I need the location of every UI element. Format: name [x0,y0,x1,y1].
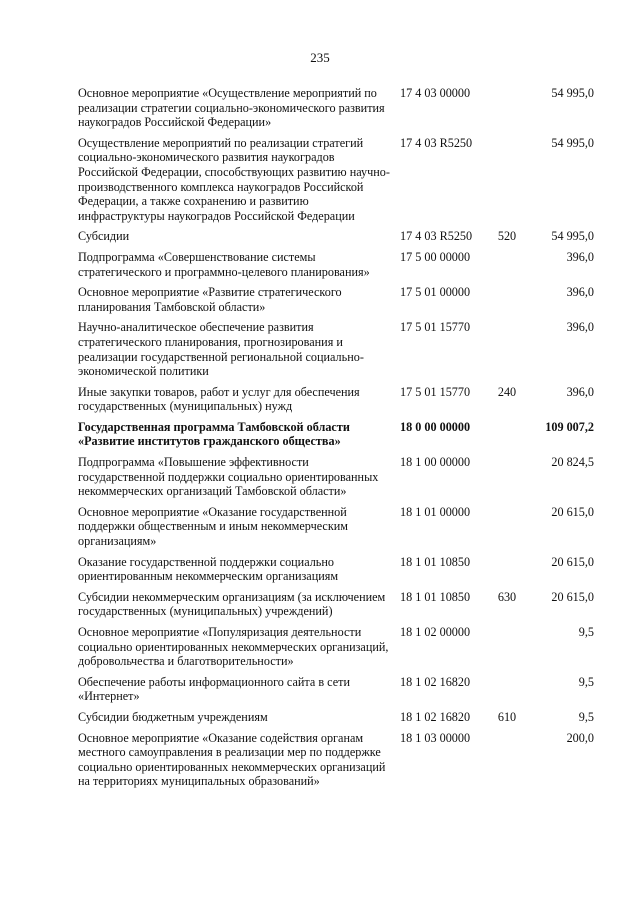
row-code: 18 1 01 10850 [400,554,471,569]
row-sum: 396,0 [566,285,594,300]
row-code: 18 1 01 00000 [400,504,471,519]
row-name: Оказание государственной поддержки социально ориентированным некоммерческим организациям [78,554,339,584]
row-name: Государственная программа Тамбовской области «Развитие институтов гражданского общества» [78,419,350,449]
row-code: 17 5 01 15770 [400,384,471,399]
row-name: Субсидии [78,229,130,244]
row-name: Обеспечение работы информационного сайта в сети «Интернет» [78,674,350,704]
row-name: Осуществление мероприятий по реализации стратегий социально-экономического развития наукоградов Российской Федерации, способствующих развитию научно-производственного комплекса наукоградов Российской Федерации, а также сохранению и развитию инфраструктуры наукоградов Российской Федерации [78,135,390,223]
table-row [78,710,594,725]
budget-table [78,86,594,795]
table-row [78,285,594,314]
row-sum: 109 007,2 [545,419,594,434]
table-row [78,320,594,378]
table-row [78,385,594,414]
row-code: 18 1 02 00000 [400,625,471,639]
row-sum: 54 995,0 [551,86,594,100]
row-code: 17 4 03 R5250 [400,135,473,150]
page-number: 235 [310,50,330,65]
row-vr: 520 [497,229,517,244]
table-row [78,455,594,499]
row-name: Иные закупки товаров, работ и услуг для обеспечения государственных (муниципальных) нужд [78,384,360,414]
row-code: 18 1 02 16820 [400,674,471,689]
table-row [78,250,594,279]
table-row [78,505,594,549]
row-code: 18 1 01 10850 [400,589,471,604]
row-name: Субсидии бюджетным учреждениям [78,709,268,724]
row-sum: 9,5 [578,625,594,639]
row-sum: 9,5 [578,674,594,689]
row-name: Основное мероприятие «Осуществление мероприятий по реализации стратегии социально-экономического развития наукоградов Российской Федерации» [78,86,385,130]
row-sum: 396,0 [566,320,594,335]
row-name: Подпрограмма «Совершенствование системы стратегического и программно-целевого планирования» [78,249,370,279]
row-sum: 20 615,0 [551,504,594,519]
row-name: Основное мероприятие «Оказание содействия органам местного самоуправления в реализации мер по поддержке социально ориентированных некоммерческих организаций на территориях муниципальных образований» [78,730,386,789]
row-name: Основное мероприятие «Оказание государственной поддержки общественным и иным некоммерческим организациям» [78,504,348,549]
row-code: 17 5 01 00000 [400,285,471,300]
row-sum: 20 615,0 [551,554,594,569]
row-sum: 20 824,5 [551,455,594,470]
table-row [78,136,594,224]
row-vr: 240 [497,384,517,399]
table-row [78,625,594,669]
row-sum: 396,0 [566,249,594,264]
row-sum: 200,0 [566,730,594,745]
row-sum: 20 615,0 [551,589,594,604]
row-code: 18 1 02 16820 [400,709,471,724]
row-vr: 630 [497,589,517,604]
row-sum: 54 995,0 [551,229,594,244]
table-row [78,229,594,244]
row-code: 17 4 03 00000 [400,86,471,100]
table-row [78,590,594,619]
row-code: 17 4 03 R5250 [400,229,473,244]
table-row [78,555,594,584]
row-name: Основное мероприятие «Развитие стратегического планирования Тамбовской области» [78,285,342,314]
row-code: 18 1 00 00000 [400,455,471,470]
row-code: 18 1 03 00000 [400,730,471,745]
row-code: 17 5 01 15770 [400,320,471,335]
table-row [78,731,594,789]
row-sum: 396,0 [566,384,594,399]
table-row [78,86,594,130]
row-code: 18 0 00 00000 [400,419,471,434]
row-name: Основное мероприятие «Популяризация деятельности социально ориентированных некоммерческих организаций, добровольчества и благотворительности» [78,625,389,669]
table-row [78,675,594,704]
row-name: Подпрограмма «Повышение эффективности государственной поддержки социально ориентированных некоммерческих организаций Тамбовской области» [78,455,379,499]
row-code: 17 5 00 00000 [400,249,471,264]
row-sum: 54 995,0 [551,135,594,150]
row-name: Научно-аналитическое обеспечение развития стратегического планирования, прогнозирования и реализации государственной региональной социально-экономической политики [78,320,364,379]
row-vr: 610 [497,709,517,724]
row-sum: 9,5 [578,709,594,724]
row-name: Субсидии некоммерческим организациям (за исключением государственных (муниципальных) учреждений) [78,589,386,619]
table-row [78,420,594,449]
